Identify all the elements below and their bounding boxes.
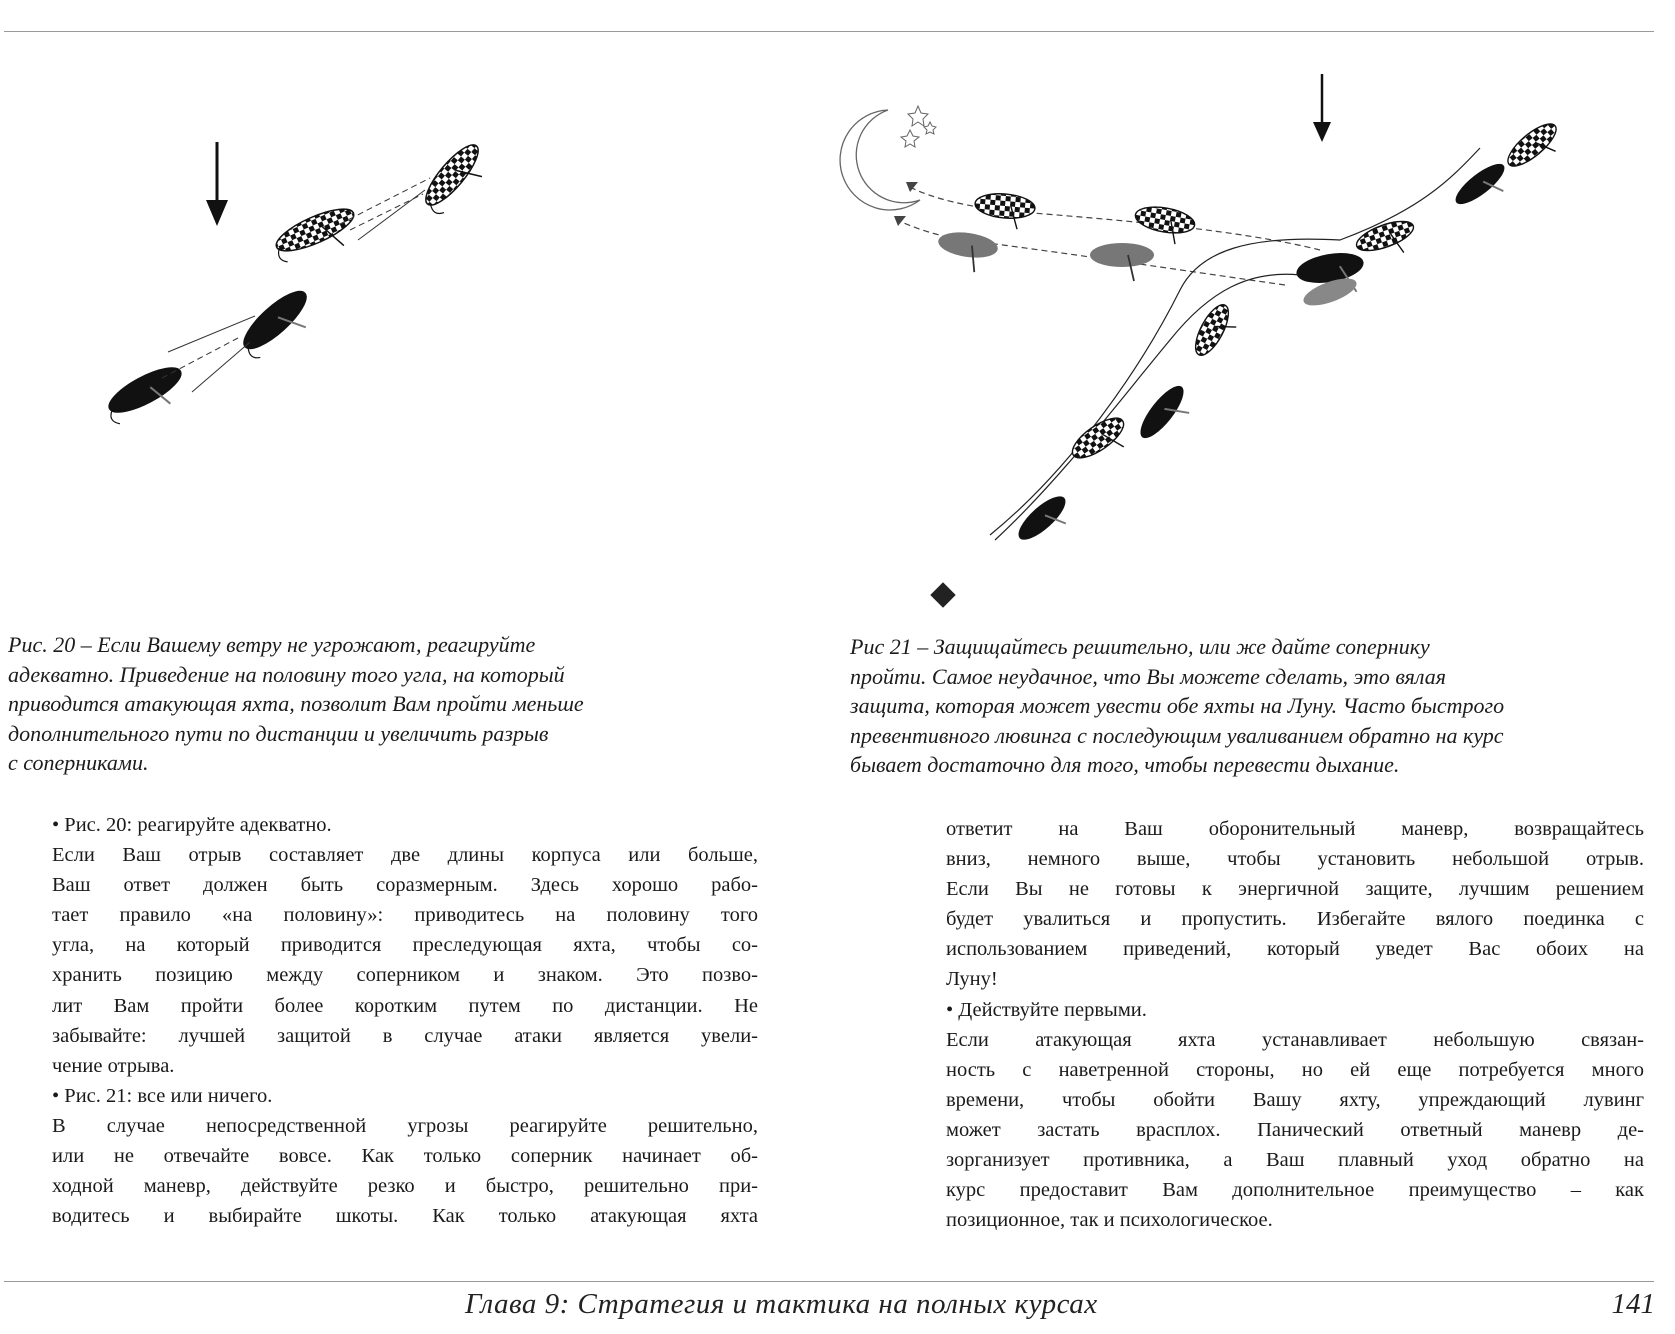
figure-21-caption — [850, 632, 1650, 780]
checkered-boat-leeward — [270, 201, 364, 271]
caption-line: защита, которая может увести обе яхты на Луну. Часто быстрого — [850, 693, 1505, 718]
checkered-boat-windward — [417, 138, 494, 221]
bullet-heading: • Действуйте первыми. — [946, 998, 1147, 1021]
black-boat-windward — [235, 284, 322, 368]
text-line: Если Ваш отрыв составляет две длины корпуса или больше, — [52, 844, 758, 867]
text-line: ответит на Ваш оборонительный маневр, возвращайтесь — [946, 818, 1644, 840]
checkered-boat-lower — [1067, 411, 1136, 473]
text-line: угла, на который приводится преследующая яхта, чтобы со- — [52, 934, 758, 957]
checkered-boat-top-right — [1502, 117, 1568, 179]
bullet-heading: • Рис. 21: все или ничего. — [52, 1084, 273, 1107]
checkered-boat-mid-right — [1353, 215, 1421, 267]
caption-line: приводится атакующая яхта, позволит Вам пройти меньше — [8, 691, 584, 716]
black-boat-top-right — [1450, 158, 1516, 219]
stars-icon — [901, 106, 936, 147]
moon-icon — [840, 110, 920, 210]
black-boat-leeward — [101, 360, 192, 432]
checkered-boat-mid-lower — [1189, 300, 1243, 364]
text-line: будет увалиться и пропустить. Избегайте вялого поединка с — [946, 908, 1644, 931]
text-line: ность с наветренной стороны, но ей еще потребуется много — [946, 1058, 1644, 1081]
caption-line: пройти. Самое неудачное, что Вы можете сделать, это вялая — [850, 663, 1446, 689]
text-line: ходной маневр, действуйте резко и быстро, решительно при- — [52, 1175, 758, 1198]
text-line: вниз, немного выше, чтобы установить небольшой отрыв. — [946, 848, 1644, 871]
text-line: или не отвечайте вовсе. Как только соперник начинает об- — [52, 1145, 758, 1168]
page-number: 141 — [1611, 1288, 1655, 1320]
figure-21 — [820, 70, 1580, 625]
text-line: хранить позицию между соперником и знаком. Это позво- — [52, 964, 758, 987]
caption-line: дополнительного пути по дистанции и увеличить разрыв — [8, 720, 549, 746]
figure-20 — [100, 130, 520, 470]
text-line: забывайте: лучшей защитой в случае атаки является увели- — [52, 1024, 758, 1047]
text-line: может застать врасплох. Панический ответный маневр де- — [946, 1118, 1644, 1141]
caption-line: бывает достаточно для того, чтобы перевести дыхание. — [850, 752, 1400, 777]
caption-line: Рис 21 – Защищайтесь решительно, или же дайте сопернику — [850, 634, 1430, 659]
text-line: Луну! — [946, 968, 998, 991]
caption-line: превентивного лювинга с последующим уваливанием обратно на курс — [850, 722, 1504, 748]
text-line: Если Вы не готовы к энергичной защите, лучшим решением — [946, 878, 1644, 901]
black-boat-bottom — [1012, 490, 1077, 553]
text-line: курс предоставит Вам дополнительное преимущество – как — [946, 1179, 1644, 1202]
caption-line: Рис. 20 – Если Вашему ветру не угрожают, реагируйте — [8, 632, 536, 657]
right-text-column — [946, 814, 1644, 1235]
text-line: позиционное, так и психологическое. — [946, 1209, 1273, 1232]
checkered-boat-left-top — [973, 191, 1036, 230]
caption-line: адекватно. Приведение на половину того угла, на который — [8, 661, 565, 687]
text-line: Ваш ответ должен быть соразмерным. Здесь хорошо рабо- — [52, 874, 758, 897]
text-line: чение отрыва. — [52, 1054, 175, 1077]
top-rule — [4, 31, 1654, 32]
gray-boat-left — [935, 229, 1000, 275]
bottom-rule — [4, 1281, 1654, 1282]
wind-arrow-icon — [206, 142, 228, 226]
caption-line: с соперниками. — [8, 750, 149, 775]
text-line: использованием приведений, который уведет Вас обоих на — [946, 938, 1644, 961]
text-line: Если атакующая яхта устанавливает небольшую связан- — [946, 1028, 1644, 1051]
figure-20-caption — [8, 630, 728, 778]
text-line: зорганизует противника, а Ваш плавный уход обратно на — [946, 1149, 1644, 1172]
text-line: времени, чтобы обойти Вашу яхту, упреждающий лувинг — [946, 1088, 1644, 1111]
text-line: водитесь и выбирайте шкоты. Как только атакующая яхта — [52, 1205, 758, 1228]
bullet-heading: • Рис. 20: реагируйте адекватно. — [52, 814, 332, 836]
left-text-column — [52, 810, 758, 1231]
gray-boat-mid — [1090, 243, 1154, 281]
checkered-boat-mid-top — [1132, 203, 1197, 247]
wind-arrow-icon — [1313, 74, 1331, 142]
text-line: В случае непосредственной угрозы реагируйте решительно, — [52, 1114, 758, 1137]
text-line: тает правило «на половину»: приводитесь на половину того — [52, 904, 758, 927]
black-boat-mid-lower — [1134, 380, 1199, 451]
mark-buoy-icon — [930, 582, 955, 607]
chapter-title: Глава 9: Стратегия и тактика на полных курсах — [465, 1288, 1098, 1320]
text-line: лит Вам пройти более коротким путем по дистанции. Не — [52, 994, 758, 1017]
